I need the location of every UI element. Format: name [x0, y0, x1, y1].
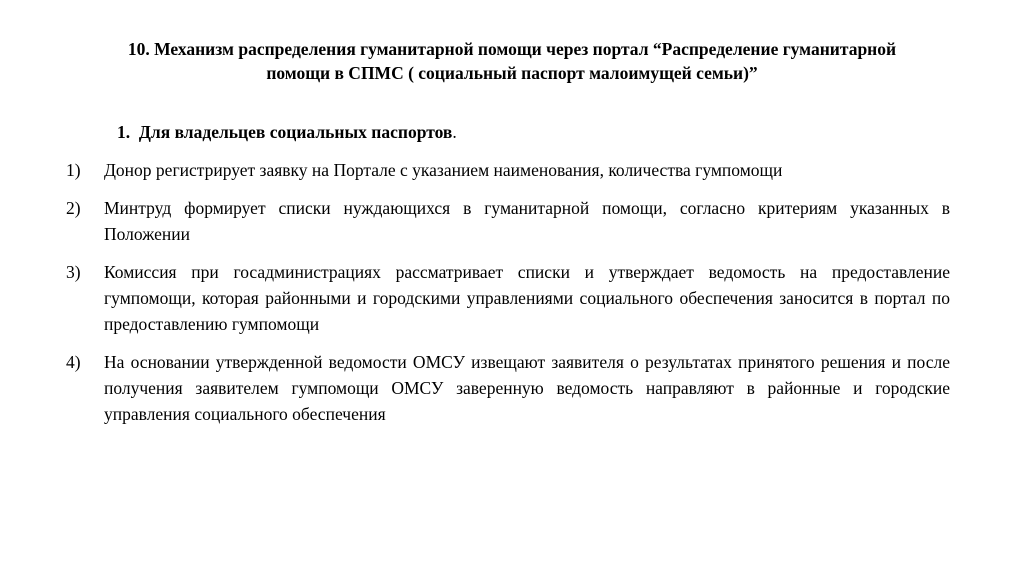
list-item	[66, 195, 950, 247]
list-item-marker: 2)	[66, 198, 81, 218]
list-item	[66, 349, 950, 427]
slide-title	[70, 37, 954, 85]
list-item-text: Донор регистрирует заявку на Портале с указанием наименования, количества гумпомощи	[104, 160, 783, 180]
title-line-1: 10. Механизм распределения гуманитарной помощи через портал “Распределение гуманитарной	[127, 39, 897, 59]
list-item	[66, 157, 950, 183]
list-item-marker: 4)	[66, 352, 81, 372]
section-number: 1.	[117, 122, 131, 142]
section-heading	[117, 120, 457, 144]
list-item-text: На основании утвержденной ведомости ОМСУ извещают заявителя о результатах принятого решения и после получения заявителем гумпомощи ОМСУ заверенную ведомость направляют в районные и городские управления социального обеспечения	[104, 352, 950, 424]
section-title: Для владельцев социальных паспортов	[138, 122, 453, 142]
section-period: .	[452, 122, 457, 142]
list-item	[66, 259, 950, 337]
list-item-marker: 3)	[66, 262, 81, 282]
list-item-text: Минтруд формирует списки нуждающихся в гуманитарной помощи, согласно критериям указанных в Положении	[104, 198, 950, 244]
title-line-2: помощи в СПМС ( социальный паспорт малоимущей семьи)”	[266, 63, 758, 83]
list-item-text: Комиссия при госадминистрациях рассматривает списки и утверждает ведомость на предоставление гумпомощи, которая районными и городскими управлениями социального обеспечения заносится в портал по предоставлению гумпомощи	[104, 262, 950, 334]
steps-list	[66, 157, 950, 439]
list-item-marker: 1)	[66, 160, 81, 180]
